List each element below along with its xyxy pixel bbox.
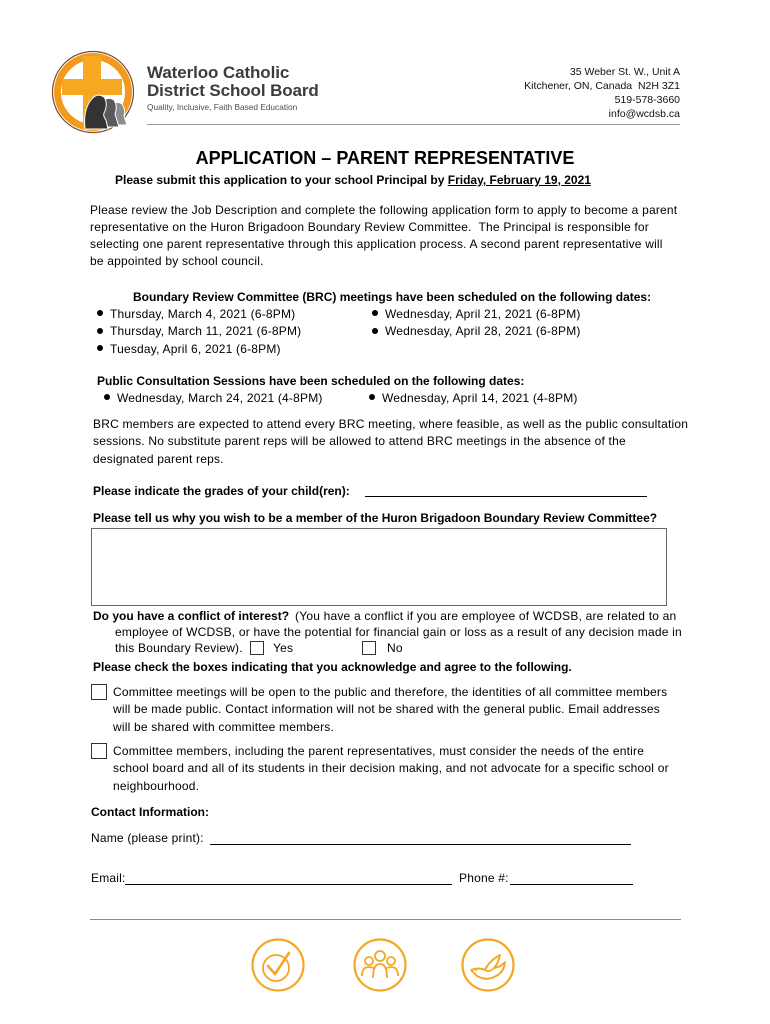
attendance-line: sessions. No substitute parent reps will be allowed to attend BRC meetings in the absence of the — [93, 434, 626, 449]
conflict-explanation-line: (You have a conflict if you are employee of WCDSB, are related to an — [295, 608, 677, 623]
checkmark-circle-icon — [250, 937, 306, 993]
phone-label: Phone #: — [459, 870, 509, 885]
intro-line: Please review the Job Description and complete the following application form to apply to become a parent — [90, 202, 678, 217]
conflict-question: Do you have a conflict of interest? — [93, 608, 290, 623]
bullet-icon — [369, 394, 375, 400]
intro-line: selecting one parent representative through this application process. A second parent representative will — [90, 237, 663, 252]
acknowledge-line: neighbourhood. — [113, 779, 200, 794]
attendance-line: designated parent reps. — [93, 452, 224, 467]
grades-input[interactable] — [365, 483, 647, 497]
conflict-explanation-line: this Boundary Review). — [115, 641, 243, 655]
acknowledge-heading: Please check the boxes indicating that you acknowledge and agree to the following. — [93, 659, 572, 674]
meeting-date: Wednesday, April 21, 2021 (6-8PM) — [385, 306, 581, 321]
email-input[interactable] — [125, 871, 452, 885]
wcdsb-logo-icon — [50, 49, 136, 135]
logo-name-line1: Waterloo Catholic — [147, 63, 290, 82]
attendance-line: BRC members are expected to attend every BRC meeting, where feasible, as well as the public consultation — [93, 416, 689, 431]
conflict-no-label: No — [387, 640, 403, 655]
address-phone: 519-578-3660 — [614, 94, 680, 106]
meeting-date: Wednesday, April 28, 2021 (6-8PM) — [385, 324, 581, 338]
acknowledge-line: will be shared with committee members. — [113, 719, 335, 734]
footer-divider — [90, 919, 681, 920]
consultation-list-right — [369, 390, 578, 407]
brc-meetings-list-left — [97, 306, 301, 359]
list-item — [372, 306, 581, 324]
intro-paragraph — [90, 202, 677, 271]
list-item — [372, 323, 581, 341]
submit-deadline: Friday, February 19, 2021 — [447, 173, 591, 187]
bullet-icon — [97, 328, 103, 334]
attendance-paragraph — [93, 416, 688, 469]
consultation-list-left — [104, 390, 323, 407]
meeting-date: Thursday, March 11, 2021 (6-8PM) — [110, 324, 302, 338]
conflict-yes-checkbox[interactable] — [250, 641, 264, 655]
consultation-date: Wednesday, March 24, 2021 (4-8PM) — [117, 390, 323, 405]
submit-note-text: Please submit this application to your school Principal by — [115, 173, 448, 187]
people-group-icon — [352, 937, 408, 993]
list-item — [97, 341, 301, 359]
acknowledge-line: will be made public. Contact information will not be shared with the general public. Email addresses — [113, 702, 660, 717]
contact-heading: Contact Information: — [91, 804, 209, 819]
meeting-date: Tuesday, April 6, 2021 (6-8PM) — [110, 341, 281, 356]
grades-label: Please indicate the grades of your child(ren): — [93, 483, 350, 498]
acknowledge-line: Committee meetings will be open to the public and therefore, the identities of all committee members — [113, 684, 668, 699]
phone-input[interactable] — [510, 871, 633, 885]
board-address — [524, 65, 680, 121]
acknowledge-board-needs-checkbox[interactable] — [91, 743, 107, 759]
logo-tagline: Quality, Inclusive, Faith Based Education — [147, 102, 298, 112]
acknowledge-line: Committee members, including the parent representatives, must consider the needs of the entire — [113, 743, 645, 758]
bullet-icon — [104, 394, 110, 400]
list-item — [97, 306, 301, 324]
email-label: Email: — [91, 870, 126, 885]
bullet-icon — [372, 310, 378, 316]
meeting-date: Thursday, March 4, 2021 (6-8PM) — [110, 306, 296, 321]
acknowledge-public-meetings-checkbox[interactable] — [91, 684, 107, 700]
conflict-yes-label: Yes — [273, 640, 294, 655]
brc-meetings-list-right — [372, 306, 581, 341]
intro-line: be appointed by school council. — [90, 254, 264, 269]
conflict-first-line — [93, 607, 676, 625]
brc-meetings-heading: Boundary Review Committee (BRC) meetings have been scheduled on the following dates: — [133, 289, 652, 304]
header-divider — [147, 124, 680, 125]
consultation-date: Wednesday, April 14, 2021 (4-8PM) — [382, 390, 578, 405]
conflict-no-checkbox[interactable] — [362, 641, 376, 655]
list-item — [97, 323, 301, 341]
dove-icon — [460, 937, 516, 993]
intro-line: representative on the Huron Brigadoon Boundary Review Committee. The Principal is responsible for — [90, 219, 649, 234]
submit-note — [115, 171, 591, 189]
bullet-icon — [372, 328, 378, 334]
address-city: Kitchener, ON, Canada N2H 3Z1 — [524, 80, 680, 92]
address-email[interactable]: info@wcdsb.ca — [608, 108, 680, 120]
acknowledge-item-text — [113, 743, 669, 796]
logo-name-line2: District School Board — [147, 81, 319, 100]
acknowledge-item-text — [113, 684, 667, 737]
address-street: 35 Weber St. W., Unit A — [569, 66, 680, 78]
why-textarea[interactable] — [91, 528, 667, 606]
acknowledge-line: school board and all of its students in their decision making, and not advocate for a specific school or — [113, 761, 669, 776]
name-label: Name (please print): — [91, 830, 204, 845]
name-input[interactable] — [210, 831, 631, 845]
consultation-heading: Public Consultation Sessions have been scheduled on the following dates: — [97, 373, 525, 388]
list-item — [104, 390, 323, 407]
page-title: APPLICATION – PARENT REPRESENTATIVE — [195, 148, 575, 168]
bullet-icon — [97, 310, 103, 316]
list-item — [369, 390, 578, 407]
bullet-icon — [97, 345, 103, 351]
why-label: Please tell us why you wish to be a member of the Huron Brigadoon Boundary Review Committee? — [93, 510, 658, 525]
conflict-explanation-line: employee of WCDSB, or have the potential for financial gain or loss as a result of any decision made in — [115, 624, 682, 639]
